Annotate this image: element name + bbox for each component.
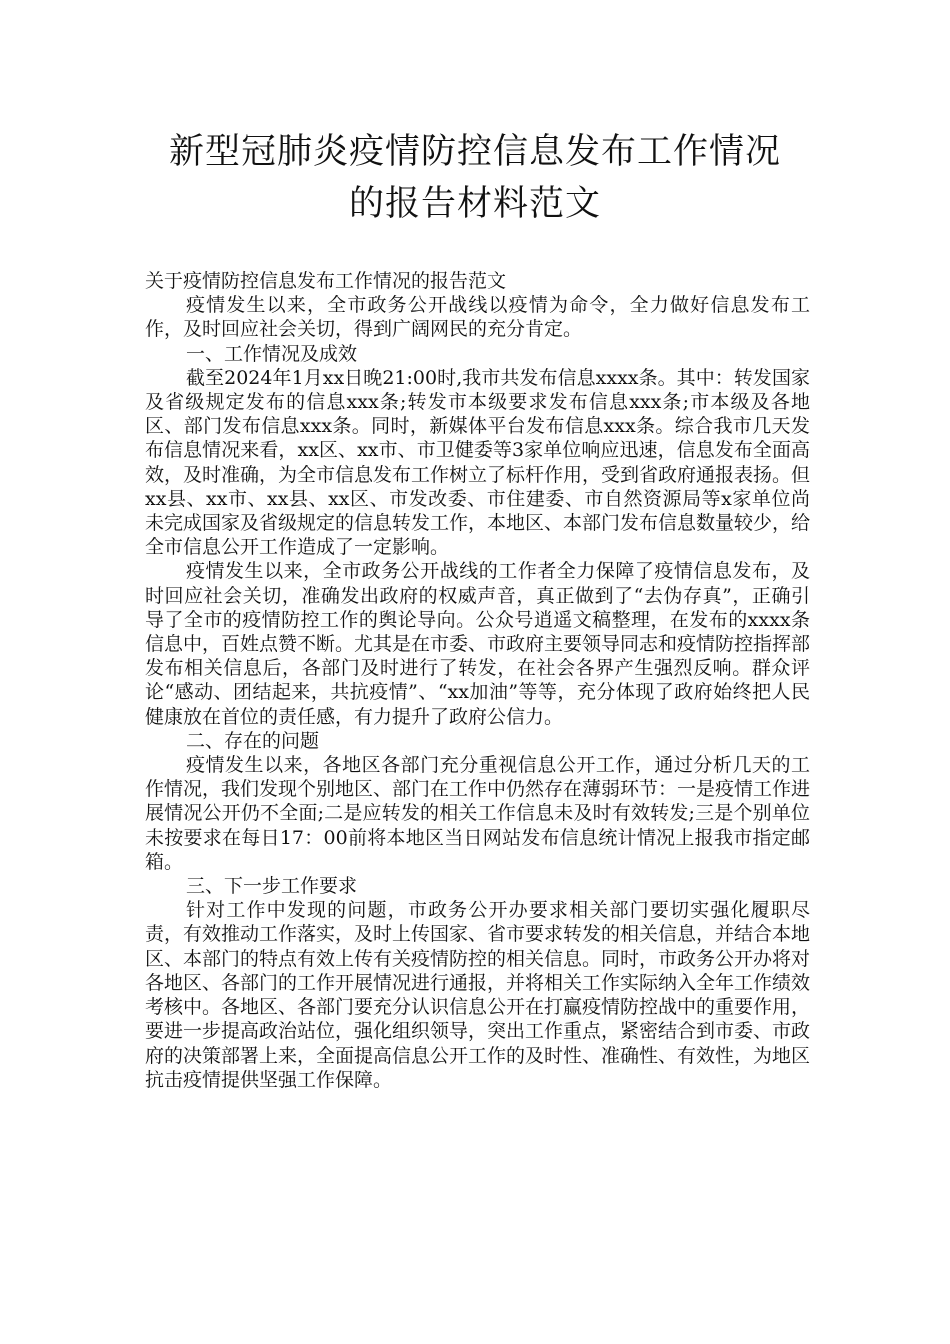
- section-2-paragraph-1: 疫情发生以来，各地区各部门充分重视信息公开工作，通过分析几天的工作情况，我们发现个别地区、部门在工作中仍然存在薄弱环节：一是疫情工作进展情况公开仍不全面;二是应转发的相关工作信息未及时有效转发;三是个别单位未按要求在每日17：00前将本地区当日网站发布信息统计情况上报我市指定邮箱。: [145, 754, 811, 873]
- section-3-heading: 三、下一步工作要求: [186, 875, 358, 898]
- section-1-paragraph-1: 截至2024年1月xx日晚21:00时,我市共发布信息xxxx条。其中：转发国家及省级规定发布的信息xxx条;转发市本级要求发布信息xxx条;市本级及各地区、部门发布信息xxx条。同时，新媒体平台发布信息xxx条。综合我市几天发布信息情况来看，xx区、xx市、市卫健委等3家单位响应迅速，信息发布全面高效，及时准确，为全市信息发布工作树立了标杆作用，受到省政府通报表扬。但xx县、xx市、xx县、xx区、市发改委、市住建委、市自然资源局等x家单位尚未完成国家及省级规定的信息转发工作，本地区、本部门发布信息数量较少，给全市信息公开工作造成了一定影响。: [145, 366, 811, 559]
- document-title-line-1: 新型冠肺炎疫情防控信息发布工作情况: [168, 132, 781, 172]
- section-2-heading: 二、存在的问题: [186, 729, 320, 752]
- intro-paragraph: 疫情发生以来，全市政务公开战线以疫情为命令，全力做好信息发布工作，及时回应社会关切，得到广阔网民的充分肯定。: [145, 294, 810, 341]
- section-3-paragraph-1: 针对工作中发现的问题，市政务公开办要求相关部门要切实强化履职尽责，有效推动工作落实，及时上传国家、省市要求转发的相关信息，并结合本地区、本部门的特点有效上传有关疫情防控的相关信息。同时，市政务公开办将对各地区、各部门的工作开展情况进行通报，并将相关工作实际纳入全年工作绩效考核中。各地区、各部门要充分认识信息公开在打赢疫情防控战中的重要作用，要进一步提高政治站位，强化组织领导，突出工作重点，紧密结合到市委、市政府的决策部署上来，全面提高信息公开工作的及时性、准确性、有效性，为地区抗击疫情提供坚强工作保障。: [145, 899, 811, 1091]
- section-1-heading: 一、工作情况及成效: [186, 342, 358, 365]
- document-title-line-2: 的报告材料范文: [348, 184, 601, 224]
- report-subtitle: 关于疫情防控信息发布工作情况的报告范文: [145, 270, 507, 292]
- section-1-paragraph-2: 疫情发生以来，全市政务公开战线的工作者全力保障了疫情信息发布，及时回应社会关切，准确发出政府的权威声音，真正做到了“去伪存真”，正确引导了全市的疫情防控工作的舆论导向。公众号逍遥文稿整理，在发布的xxxx条信息中，百姓点赞不断。尤其是在市委、市政府主要领导同志和疫情防控指挥部发布相关信息后，各部门及时进行了转发，在社会各界产生强烈反响。群众评论“感动、团结起来，共抗疫情”、“xx加油”等等，充分体现了政府始终把人民健康放在首位的责任感，有力提升了政府公信力。: [145, 560, 811, 728]
- document-title: [100, 126, 850, 230]
- document-body: [145, 269, 810, 1092]
